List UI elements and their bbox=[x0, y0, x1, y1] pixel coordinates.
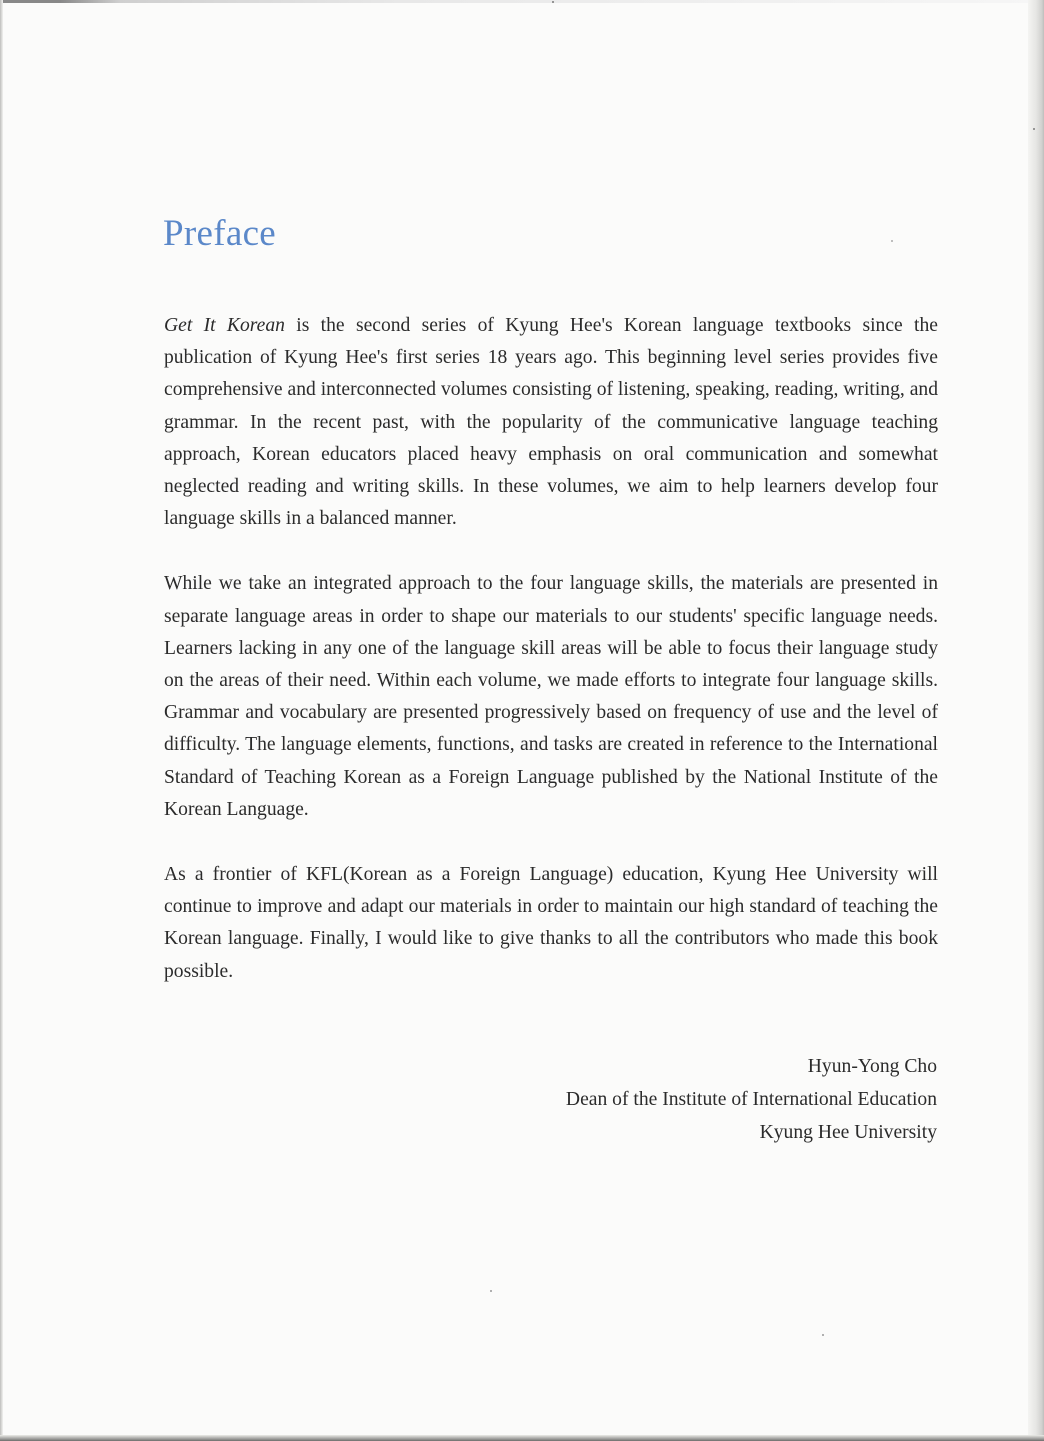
paragraph-3: As a frontier of KFL(Korean as a Foreign Language) education, Kyung Hee University will continue to improve and adapt our materials in order to maintain our high standard of teaching the Korean language. Finally, I would like to give thanks to all the contributors who made this book possible. bbox=[164, 864, 938, 982]
scan-edge-left bbox=[0, 0, 3, 1441]
paragraph-1 bbox=[164, 310, 938, 535]
scan-edge-right bbox=[1028, 0, 1044, 1441]
scan-speck bbox=[822, 1334, 824, 1336]
scan-speck bbox=[891, 240, 893, 242]
scan-speck bbox=[490, 1290, 492, 1292]
scan-speck bbox=[552, 1, 554, 3]
scan-edge-top bbox=[0, 0, 1044, 3]
signature-position: Dean of the Institute of International Education bbox=[565, 1089, 937, 1110]
preface-body bbox=[164, 310, 938, 1021]
page-title: Preface bbox=[163, 213, 277, 254]
scan-edge-bottom bbox=[0, 1435, 1044, 1441]
paragraph-1-text: is the second series of Kyung Hee's Korean language textbooks since the publication of Kyung Hee's first series 18 years ago. This beginning level series provides five comprehensive and interconnected volumes consisting of listening, speaking, reading, writing, and grammar. In the recent past, with the popularity of the communicative language teaching approach, Korean educators placed heavy emphasis on oral communication and somewhat neglected reading and writing skills. In these volumes, we aim to help learners develop four language skills in a balanced manner. bbox=[164, 315, 938, 530]
signature-institution: Kyung Hee University bbox=[759, 1122, 937, 1143]
signature-name: Hyun-Yong Cho bbox=[807, 1056, 937, 1077]
signature-block bbox=[566, 1050, 937, 1149]
scan-speck bbox=[1033, 128, 1035, 130]
paragraph-2: While we take an integrated approach to the four language skills, the materials are presented in separate language areas in order to shape our materials to our students' specific language needs. Learners lacking in any one of the language skill areas will be able to focus their language study on the areas of their need. Within each volume, we made efforts to integrate four language skills. Grammar and vocabulary are presented progressively based on frequency of use and the level of difficulty. The language elements, functions, and tasks are created in reference to the International Standard of Teaching Korean as a Foreign Language published by the National Institute of the Korean Language. bbox=[164, 573, 938, 820]
book-title-italic: Get It Korean bbox=[164, 315, 285, 336]
